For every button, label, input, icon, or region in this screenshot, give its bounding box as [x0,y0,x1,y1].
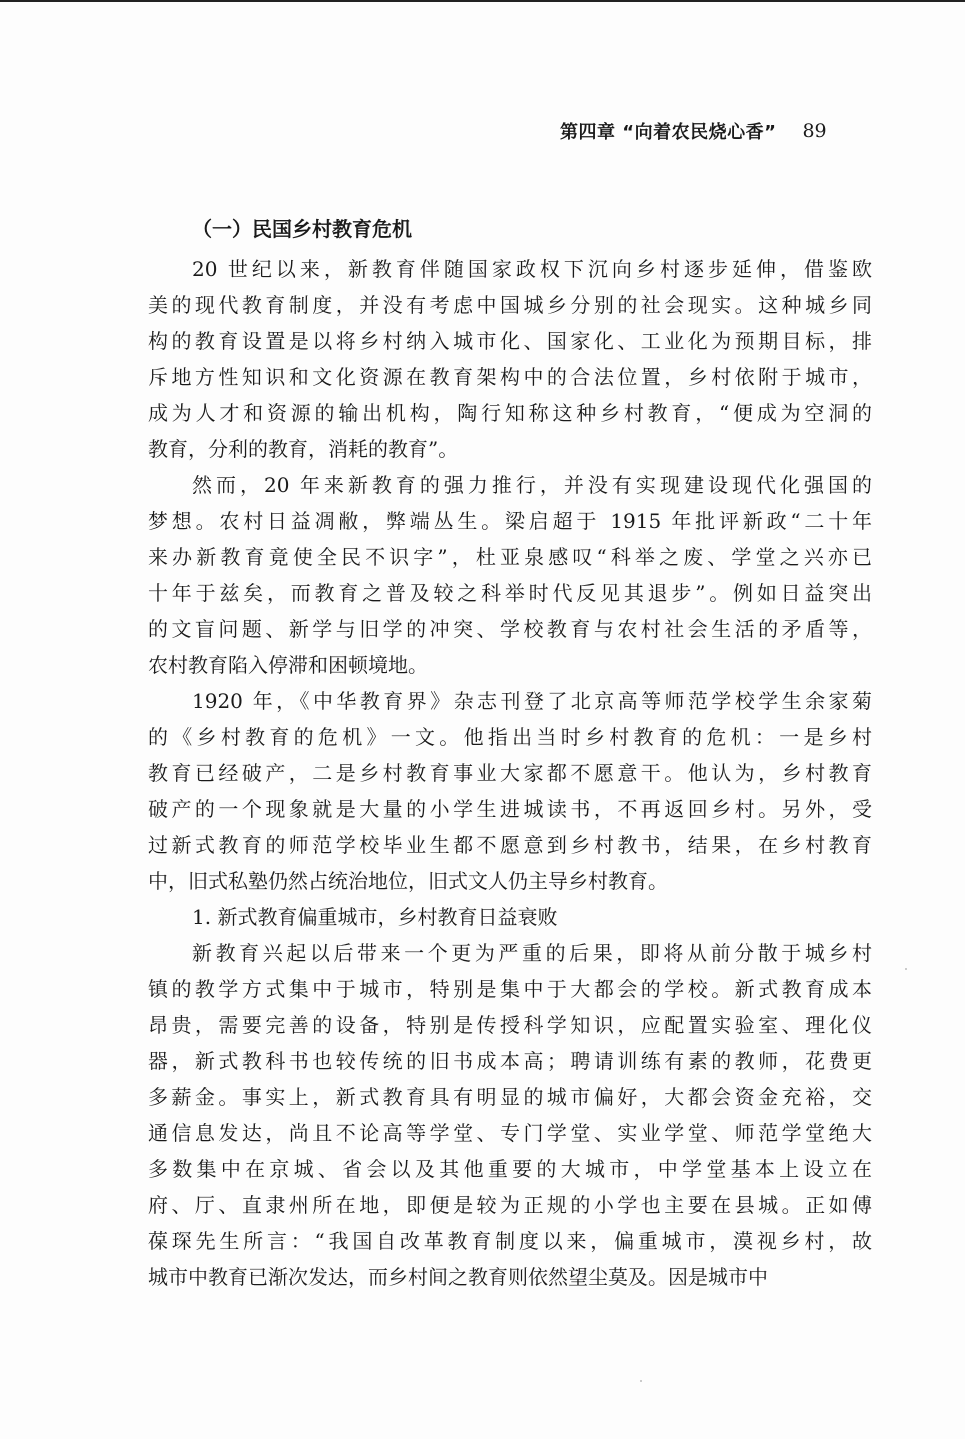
text-line: 1920 年，《中华教育界》杂志刊登了北京高等师范学校学生余家菊 [192,689,872,713]
text-line: 的《乡村教育的危机》一文。他指出当时乡村教育的危机：一是乡村 [148,725,872,749]
text-line: 梦想。农村日益凋敝，弊端丛生。梁启超于 1915 年批评新政“二十年 [148,509,872,533]
text-line: 器，新式教科书也较传统的旧书成本高；聘请训练有素的教师，花费更 [148,1049,872,1073]
text-line: 农村教育陷入停滞和困顿境地。 [148,653,428,677]
text-line: 通信息发达，尚且不论高等学堂、专门学堂、实业学堂、师范学堂绝大 [148,1121,872,1145]
text-line: 来办新教育竟使全民不识字”，杜亚泉感叹“科举之废、学堂之兴亦已 [148,545,872,569]
paragraph [148,251,872,467]
top-edge-rule [0,0,965,2]
text-line: 过新式教育的师范学校毕业生都不愿意到乡村教书，结果，在乡村教育 [148,833,872,857]
text-line: 十年于兹矣，而教育之普及较之科举时代反见其退步”。例如日益突出 [148,581,872,605]
text-line: 多数集中在京城、省会以及其他重要的大城市，中学堂基本上设立在 [148,1157,872,1181]
paragraph [148,467,872,683]
page-number: 89 [802,120,827,142]
text-line: 城市中教育已渐次发达，而乡村间之教育则依然望尘莫及。因是城市中 [148,1265,768,1289]
text-line: 府、厅、直隶州所在地，即便是较为正规的小学也主要在县城。正如傅 [148,1193,872,1217]
text-line: 斥地方性知识和文化资源在教育架构中的合法位置，乡村依附于城市， [148,365,872,389]
text-line: 的文盲问题、新学与旧学的冲突、学校教育与农村社会生活的矛盾等， [148,617,872,641]
text-line: 成为人才和资源的输出机构，陶行知称这种乡村教育，“便成为空洞的 [148,401,872,425]
text-line: 昂贵，需要完善的设备，特别是传授科学知识，应配置实验室、理化仪 [148,1013,872,1037]
text-line: 镇的教学方式集中于城市，特别是集中于大都会的学校。新式教育成本 [148,977,872,1001]
text-line: 教育，分利的教育，消耗的教育”。 [148,437,459,461]
text-line: 教育已经破产，二是乡村教育事业大家都不愿意干。他认为，乡村教育 [148,761,872,785]
text-line: 中，旧式私塾仍然占统治地位，旧式文人仍主导乡村教育。 [148,869,668,893]
text-line: 20 世纪以来，新教育伴随国家政权下沉向乡村逐步延伸，借鉴欧 [192,257,872,281]
scan-speck [905,968,907,970]
text-line: 构的教育设置是以将乡村纳入城市化、国家化、工业化为预期目标，排 [148,329,872,353]
chapter-title: 第四章 “向着农民烧心香” [560,122,777,143]
subsection-heading: 1. 新式教育偏重城市，乡村教育日益衰败 [192,905,558,929]
paragraph-block-a [148,251,872,899]
text-line: 葆琛先生所言：“我国自改革教育制度以来，偏重城市，漠视乡村，故 [148,1229,872,1253]
text-line: 破产的一个现象就是大量的小学生进城读书，不再返回乡村。另外，受 [148,797,872,821]
running-head [560,116,870,146]
paragraph [148,683,872,899]
body-text [148,208,872,1295]
text-line: 多薪金。事实上，新式教育具有明显的城市偏好，大都会资金充裕，交 [148,1085,872,1109]
paragraph [148,935,872,1295]
text-line: 美的现代教育制度，并没有考虑中国城乡分别的社会现实。这种城乡同 [148,293,872,317]
scan-speck [640,1380,642,1382]
text-line: 新教育兴起以后带来一个更为严重的后果，即将从前分散于城乡村 [192,941,872,965]
paragraph-block-b [148,935,872,1295]
text-line: 然而，20 年来新教育的强力推行，并没有实现建设现代化强国的 [192,473,872,497]
section-heading: （一）民国乡村教育危机 [192,217,412,241]
